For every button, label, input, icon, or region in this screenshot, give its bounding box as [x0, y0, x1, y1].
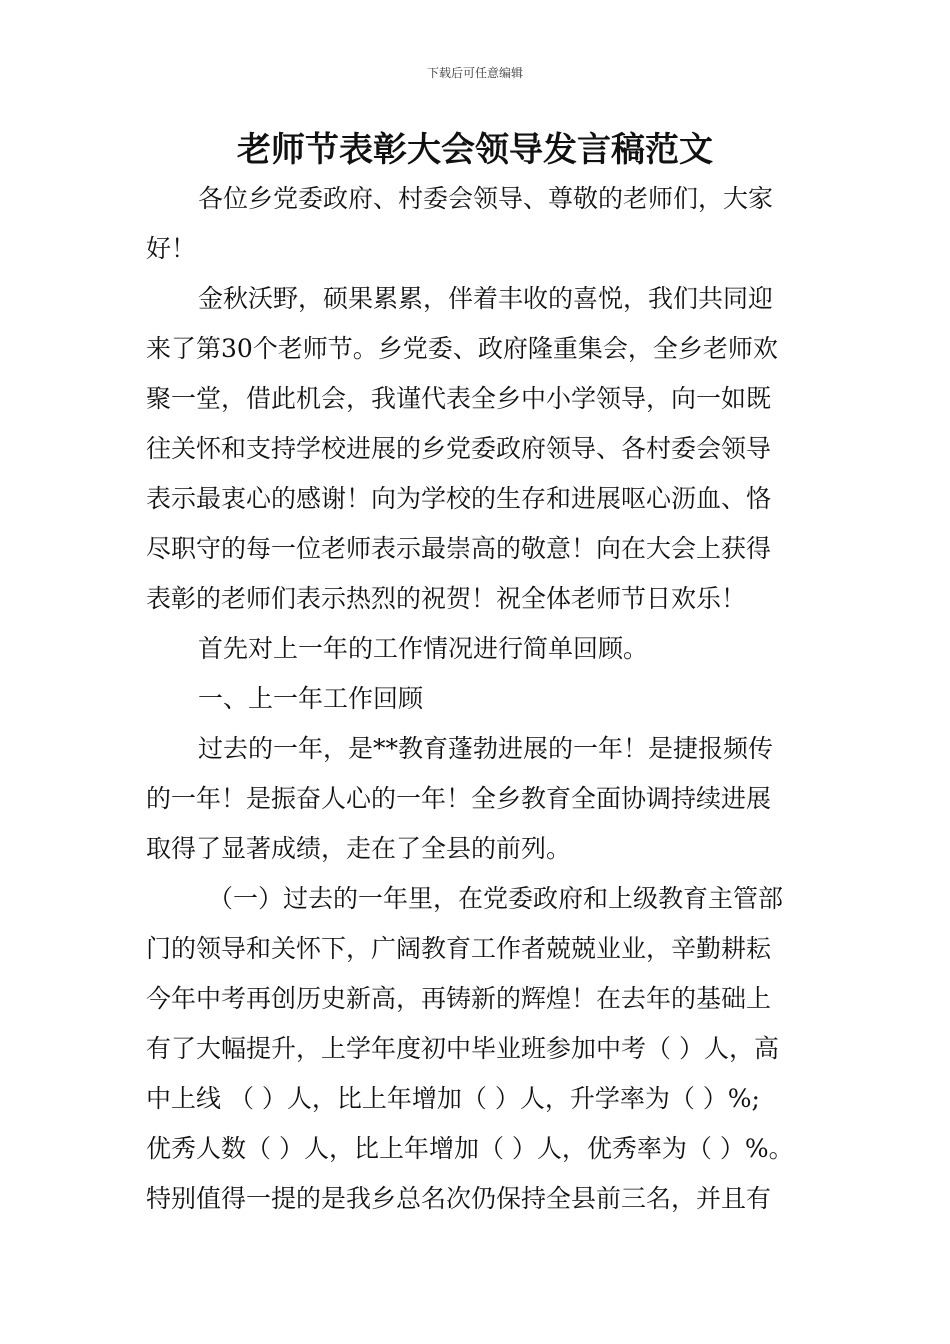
text-line: 有了大幅提升，上学年度初中毕业班参加中考（ ）人，高 [146, 1034, 779, 1063]
text-line: 尽职守的每一位老师表示最崇高的敬意！向在大会上获得 [146, 534, 772, 563]
section-heading: 一、上一年工作回顾 [198, 684, 424, 713]
text-line: 的一年！是振奋人心的一年！全乡教育全面协调持续进展 [146, 784, 772, 813]
text-line: （一）过去的一年里，在党委政府和上级教育主管部 [208, 884, 784, 913]
text-line: 往关怀和支持学校进展的乡党委政府领导、各村委会领导 [146, 434, 772, 463]
text-line: 表示最衷心的感谢！向为学校的生存和进展呕心沥血、恪 [146, 484, 772, 513]
text-line: 优秀人数（ ）人，比上年增加（ ）人，优秀率为（ ）%。 [146, 1134, 794, 1163]
text-line: 来了第30个老师节。乡党委、政府隆重集会，全乡老师欢 [146, 334, 778, 363]
text-line: 表彰的老师们表示热烈的祝贺！祝全体老师节日欢乐！ [146, 584, 747, 613]
text-line: 聚一堂，借此机会，我谨代表全乡中小学领导，向一如既 [146, 384, 772, 413]
text-line: 过去的一年，是**教育蓬勃进展的一年！是捷报频传 [198, 734, 774, 763]
page-title: 老师节表彰大会领导发言稿范文 [237, 130, 713, 170]
header-note: 下载后可任意编辑 [426, 66, 523, 80]
text-line: 特别值得一提的是我乡总名次仍保持全县前三名，并且有 [146, 1184, 772, 1213]
text-line: 今年中考再创历史新高，再铸新的辉煌！在去年的基础上 [146, 984, 772, 1013]
document-body [146, 174, 816, 1224]
text-line: 各位乡党委政府、村委会领导、尊敬的老师们，大家 [198, 184, 774, 213]
text-line: 门的领导和关怀下，广阔教育工作者兢兢业业，辛勤耕耘 [146, 934, 772, 963]
text-line: 首先对上一年的工作情况进行简单回顾。 [198, 634, 649, 663]
text-line: 金秋沃野，硕果累累，伴着丰收的喜悦，我们共同迎 [198, 284, 774, 313]
text-line: 取得了显著成绩，走在了全县的前列。 [146, 834, 572, 863]
text-line: 中上线 （ ）人，比上年增加（ ）人，升学率为（ ）%; [146, 1084, 760, 1113]
text-line: 好！ [146, 234, 197, 263]
